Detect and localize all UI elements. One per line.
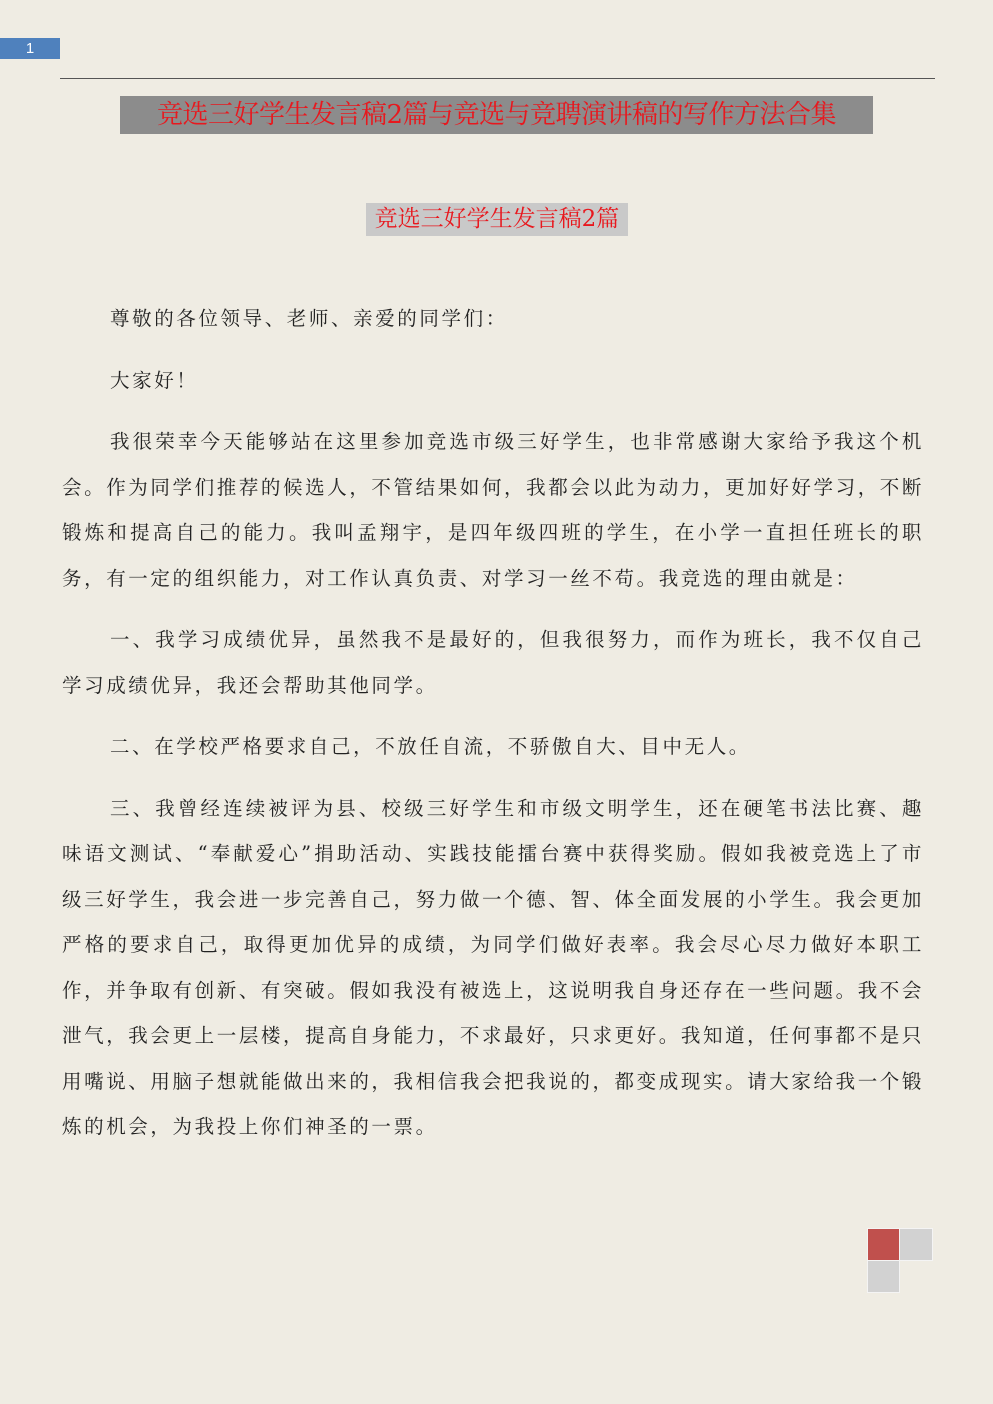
decorative-square-gray [899,1228,933,1261]
greeting: 大家好！ [110,368,199,392]
header-divider [60,78,935,79]
section-title: 竞选三好学生发言稿2篇 [366,203,628,236]
document-title: 竞选三好学生发言稿2篇与竞选与竞聘演讲稿的写作方法合集 [120,96,873,134]
decorative-square-red [867,1228,900,1261]
body-paragraph: 二、在学校严格要求自己，不放任自流，不骄傲自大、目中无人。 [110,735,751,758]
body-paragraph: 我很荣幸今天能够站在这里参加竞选市级三好学生，也非常感谢大家给予我这个机会。作为同学们推荐的候选人，不管结果如何，我都会以此为动力，更加好好学习，不断锻炼和提高自己的能力。我叫孟翔宇，是四年级四班的学生，在小学一直担任班长的职务，有一定的组织能力，对工作认真负责、对学习一丝不苟。我竞选的理由就是： [62,430,924,590]
salutation: 尊敬的各位领导、老师、亲爱的同学们： [110,307,508,330]
body-paragraph: 一、我学习成绩优异，虽然我不是最好的，但我很努力，而作为班长，我不仅自己学习成绩优异，我还会帮助其他同学。 [62,628,924,697]
document-body [62,296,924,1166]
decorative-square-gray [867,1260,900,1293]
body-paragraph: 三、我曾经连续被评为县、校级三好学生和市级文明学生，还在硬笔书法比赛、趣味语文测试、“奉献爱心”捐助活动、实践技能擂台赛中获得奖励。假如我被竞选上了市级三好学生，我会进一步完善自己，努力做一个德、智、体全面发展的小学生。我会更加严格的要求自己，取得更加优异的成绩，为同学们做好表率。我会尽心尽力做好本职工作，并争取有创新、有突破。假如我没有被选上，这说明我自身还存在一些问题。我不会泄气，我会更上一层楼，提高自身能力，不求最好，只求更好。我知道，任何事都不是只用嘴说、用脑子想就能做出来的，我相信我会把我说的，都变成现实。请大家给我一个锻炼的机会，为我投上你们神圣的一票。 [62,796,924,1138]
page-number-badge: 1 [0,38,60,59]
